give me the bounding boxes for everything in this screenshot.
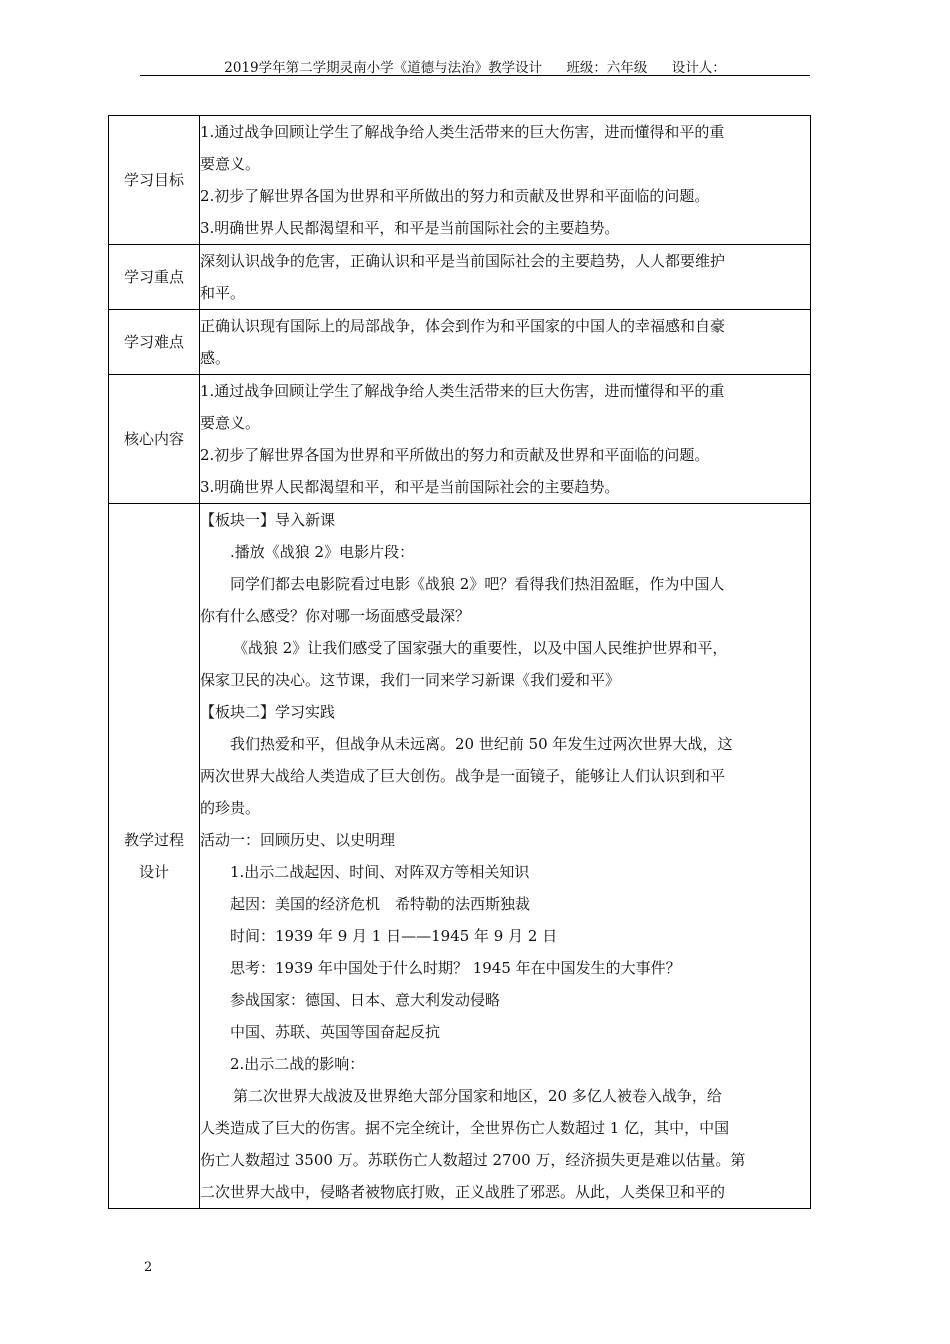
content-line: 你有什么感受？你对哪一场面感受最深？	[200, 607, 471, 625]
content-line: 2.出示二战的影响：	[230, 1055, 365, 1073]
content-line: 思考：1939 年中国处于什么时期？ 1945 年在中国发生的大事件？	[230, 959, 681, 977]
content-line: 要意义。	[200, 414, 261, 432]
section-heading: 【板块一】导入新课	[200, 511, 336, 529]
content-line: .播放《战狼 2》电影片段：	[230, 543, 415, 561]
content-line: 人类造成了巨大的伤害。据不完全统计，全世界伤亡人数超过 1 亿，其中，中国	[200, 1119, 730, 1137]
content-line: 3.明确世界人民都渴望和平，和平是当前国际社会的主要趋势。	[200, 219, 620, 237]
content-line: 1.通过战争回顾让学生了解战争给人类生活带来的巨大伤害，进而懂得和平的重	[200, 123, 725, 141]
content-line: 中国、苏联、英国等国奋起反抗	[230, 1023, 441, 1041]
row-content-difficulties	[200, 310, 811, 375]
header-class: 班级：六年级	[566, 60, 648, 76]
row-label-difficulties: 学习难点	[109, 310, 200, 375]
content-line: 起因：美国的经济危机 希特勒的法西斯独裁	[230, 895, 531, 913]
label-line: 教学过程	[123, 831, 184, 849]
table-row-core-content	[109, 375, 811, 504]
content-line: 要意义。	[200, 155, 261, 173]
content-line: 2.初步了解世界各国为世界和平所做出的努力和贡献及世界和平面临的问题。	[200, 187, 710, 205]
content-line: 伤亡人数超过 3500 万。苏联伤亡人数超过 2700 万，经济损失更是难以估量。第	[200, 1151, 746, 1169]
row-label-learning-goals: 学习目标	[109, 116, 200, 245]
content-line: 保家卫民的决心。这节课，我们一同来学习新课《我们爱和平》	[200, 671, 621, 689]
content-line: 两次世界大战给人类造成了巨大创伤。战争是一面镜子，能够让人们认识到和平	[200, 767, 726, 785]
header-designer: 设计人：	[671, 60, 726, 76]
row-label-core-content: 核心内容	[109, 375, 200, 504]
row-label-teaching-process	[109, 504, 200, 1209]
row-content-key-points	[200, 245, 811, 310]
content-line: 和平。	[200, 284, 246, 302]
table-row-difficulties	[109, 310, 811, 375]
content-line: 时间：1939 年 9 月 1 日——1945 年 9 月 2 日	[230, 927, 558, 945]
content-line: 感。	[200, 349, 231, 367]
row-content-learning-goals	[200, 116, 811, 245]
table-row-key-points	[109, 245, 811, 310]
content-line: 《战狼 2》让我们感受了国家强大的重要性，以及中国人民维护世界和平，	[233, 639, 728, 657]
label-line: 设计	[138, 863, 169, 881]
content-line: 1.出示二战起因、时间、对阵双方等相关知识	[230, 863, 530, 881]
content-line: 参战国家：德国、日本、意大利发动侵略	[230, 991, 501, 1009]
content-line: 1.通过战争回顾让学生了解战争给人类生活带来的巨大伤害，进而懂得和平的重	[200, 382, 725, 400]
page-number: 2	[144, 1260, 153, 1275]
content-line: 深刻认识战争的危害，正确认识和平是当前国际社会的主要趋势，人人都要维护	[200, 252, 726, 270]
page-header	[140, 60, 810, 76]
lesson-plan-table	[108, 115, 811, 1209]
table-row-teaching-process	[109, 504, 811, 1209]
table-row-learning-goals	[109, 116, 811, 245]
content-line: 第二次世界大战波及世界绝大部分国家和地区，20 多亿人被卷入战争，给	[233, 1087, 722, 1105]
content-line: 的珍贵。	[200, 799, 261, 817]
content-line: 同学们都去电影院看过电影《战狼 2》吧？看得我们热泪盈眶，作为中国人	[230, 575, 725, 593]
content-line: 2.初步了解世界各国为世界和平所做出的努力和贡献及世界和平面临的问题。	[200, 446, 710, 464]
content-line: 我们热爱和平，但战争从未远离。20 世纪前 50 年发生过两次世界大战，这	[230, 735, 733, 753]
content-line: 3.明确世界人民都渴望和平，和平是当前国际社会的主要趋势。	[200, 478, 620, 496]
section-heading: 【板块二】学习实践	[200, 703, 336, 721]
content-line: 正确认识现有国际上的局部战争，体会到作为和平国家的中国人的幸福感和自豪	[200, 317, 726, 335]
row-content-core-content	[200, 375, 811, 504]
row-label-key-points: 学习重点	[109, 245, 200, 310]
activity-heading: 活动一：回顾历史、以史明理	[200, 831, 396, 849]
header-title: 2019学年第二学期灵南小学《道德与法治》教学设计	[224, 60, 543, 76]
content-line: 二次世界大战中，侵略者被物底打败，正义战胜了邪恶。从此，人类保卫和平的	[200, 1183, 726, 1201]
header-rule	[140, 75, 810, 76]
row-content-teaching-process	[200, 504, 811, 1209]
